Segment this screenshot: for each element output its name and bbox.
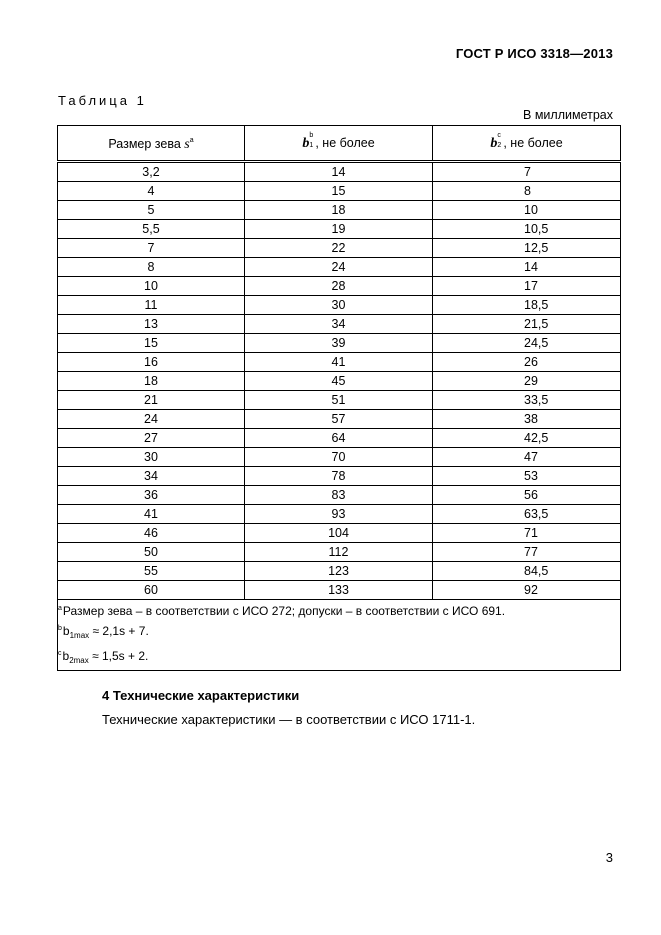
- cell-jaw-size: 27: [58, 429, 245, 448]
- cell-b1: 24: [245, 258, 433, 277]
- table-row: [58, 391, 621, 410]
- cell-b1: 19: [245, 220, 433, 239]
- header-jaw-size: [58, 126, 245, 162]
- section-body: Технические характеристики — в соответствии с ИСО 1711-1.: [102, 712, 476, 727]
- header-b1-sub: 1: [309, 141, 314, 149]
- header-b2-sub: 2: [497, 141, 502, 149]
- cell-b2: 29: [433, 372, 621, 391]
- cell-b2: 42,5: [433, 429, 621, 448]
- cell-jaw-size: 50: [58, 543, 245, 562]
- table-notes: [58, 600, 621, 671]
- cell-b1: 64: [245, 429, 433, 448]
- page-number: 3: [605, 850, 613, 865]
- header-b1-suffix: , не более: [315, 135, 375, 150]
- cell-jaw-size: 30: [58, 448, 245, 467]
- table-row: [58, 372, 621, 391]
- cell-b2: 17: [433, 277, 621, 296]
- table-row: [58, 162, 621, 182]
- cell-b2: 10,5: [433, 220, 621, 239]
- table-row: [58, 581, 621, 600]
- table-row: [58, 277, 621, 296]
- table-row: [58, 524, 621, 543]
- cell-jaw-size: 18: [58, 372, 245, 391]
- cell-b2: 53: [433, 467, 621, 486]
- cell-jaw-size: 34: [58, 467, 245, 486]
- cell-b2: 7: [433, 162, 621, 182]
- cell-jaw-size: 7: [58, 239, 245, 258]
- cell-b1: 57: [245, 410, 433, 429]
- cell-b2: 47: [433, 448, 621, 467]
- cell-b1: 28: [245, 277, 433, 296]
- table-row: [58, 562, 621, 581]
- cell-b1: 104: [245, 524, 433, 543]
- cell-jaw-size: 4: [58, 182, 245, 201]
- cell-b1: 133: [245, 581, 433, 600]
- table-note-b: $^bb_{1max} \approx 2,1s + 7$.: [58, 624, 149, 640]
- table-row: [58, 296, 621, 315]
- cell-b2: 12,5: [433, 239, 621, 258]
- cell-jaw-size: 36: [58, 486, 245, 505]
- table-row: [58, 467, 621, 486]
- cell-jaw-size: 11: [58, 296, 245, 315]
- header-b1-sup: b: [309, 131, 314, 139]
- cell-b2: 18,5: [433, 296, 621, 315]
- header-b2-sup: c: [497, 131, 501, 139]
- table-row: [58, 334, 621, 353]
- cell-b2: 24,5: [433, 334, 621, 353]
- cell-b2: 56: [433, 486, 621, 505]
- table-note-a: $^a$Размер зева – в соответствии с ИСО 272; допуски – в соответствии с ИСО 691.: [58, 604, 506, 618]
- cell-b2: 84,5: [433, 562, 621, 581]
- cell-b1: 41: [245, 353, 433, 372]
- cell-b2: 21,5: [433, 315, 621, 334]
- cell-jaw-size: 8: [58, 258, 245, 277]
- table-row: [58, 201, 621, 220]
- table-row: [58, 239, 621, 258]
- cell-b1: 112: [245, 543, 433, 562]
- cell-jaw-size: 15: [58, 334, 245, 353]
- document-code: ГОСТ Р ИСО 3318—2013: [455, 46, 613, 61]
- cell-jaw-size: 41: [58, 505, 245, 524]
- header-b2-suffix: , не более: [503, 135, 563, 150]
- table-row: [58, 486, 621, 505]
- table-caption: Таблица 1: [58, 93, 147, 108]
- header-jaw-size-var: s: [184, 137, 190, 152]
- cell-jaw-size: 55: [58, 562, 245, 581]
- cell-b2: 71: [433, 524, 621, 543]
- cell-b2: 77: [433, 543, 621, 562]
- cell-jaw-size: 13: [58, 315, 245, 334]
- cell-jaw-size: 3,2: [58, 162, 245, 182]
- table-row: [58, 315, 621, 334]
- cell-jaw-size: 5,5: [58, 220, 245, 239]
- cell-jaw-size: 16: [58, 353, 245, 372]
- header-b1: [245, 126, 433, 162]
- table-row: [58, 182, 621, 201]
- cell-b1: 22: [245, 239, 433, 258]
- cell-b1: 30: [245, 296, 433, 315]
- cell-jaw-size: 21: [58, 391, 245, 410]
- header-b2: [433, 126, 621, 162]
- cell-jaw-size: 5: [58, 201, 245, 220]
- table-row: [58, 505, 621, 524]
- table-row: [58, 220, 621, 239]
- table-row: [58, 410, 621, 429]
- table-header-row: [58, 126, 621, 162]
- cell-b2: 92: [433, 581, 621, 600]
- cell-jaw-size: 24: [58, 410, 245, 429]
- cell-jaw-size: 46: [58, 524, 245, 543]
- table-row: [58, 353, 621, 372]
- table-notes-row: [58, 600, 621, 671]
- cell-b1: 45: [245, 372, 433, 391]
- cell-b1: 14: [245, 162, 433, 182]
- cell-b1: 93: [245, 505, 433, 524]
- table-row: [58, 429, 621, 448]
- dimensions-table: [57, 125, 621, 671]
- cell-jaw-size: 10: [58, 277, 245, 296]
- cell-b1: 34: [245, 315, 433, 334]
- table-units: В миллиметрах: [523, 108, 613, 122]
- cell-b1: 51: [245, 391, 433, 410]
- cell-b2: 63,5: [433, 505, 621, 524]
- header-jaw-size-label: Размер зева: [108, 137, 185, 151]
- cell-b2: 33,5: [433, 391, 621, 410]
- cell-b2: 14: [433, 258, 621, 277]
- cell-b1: 15: [245, 182, 433, 201]
- section-title: 4 Технические характеристики: [102, 688, 300, 703]
- cell-b1: 123: [245, 562, 433, 581]
- cell-b2: 38: [433, 410, 621, 429]
- cell-b1: 18: [245, 201, 433, 220]
- cell-b1: 83: [245, 486, 433, 505]
- table-note-c: $^cb_{2max} \approx 1,5s + 2$.: [58, 649, 149, 665]
- header-b1-var: b: [302, 135, 310, 151]
- header-b2-var: b: [490, 135, 498, 151]
- cell-b1: 70: [245, 448, 433, 467]
- cell-b1: 39: [245, 334, 433, 353]
- cell-jaw-size: 60: [58, 581, 245, 600]
- cell-b2: 26: [433, 353, 621, 372]
- header-jaw-size-sup: a: [189, 137, 194, 144]
- cell-b2: 8: [433, 182, 621, 201]
- table-row: [58, 258, 621, 277]
- cell-b2: 10: [433, 201, 621, 220]
- cell-b1: 78: [245, 467, 433, 486]
- table-row: [58, 448, 621, 467]
- table-row: [58, 543, 621, 562]
